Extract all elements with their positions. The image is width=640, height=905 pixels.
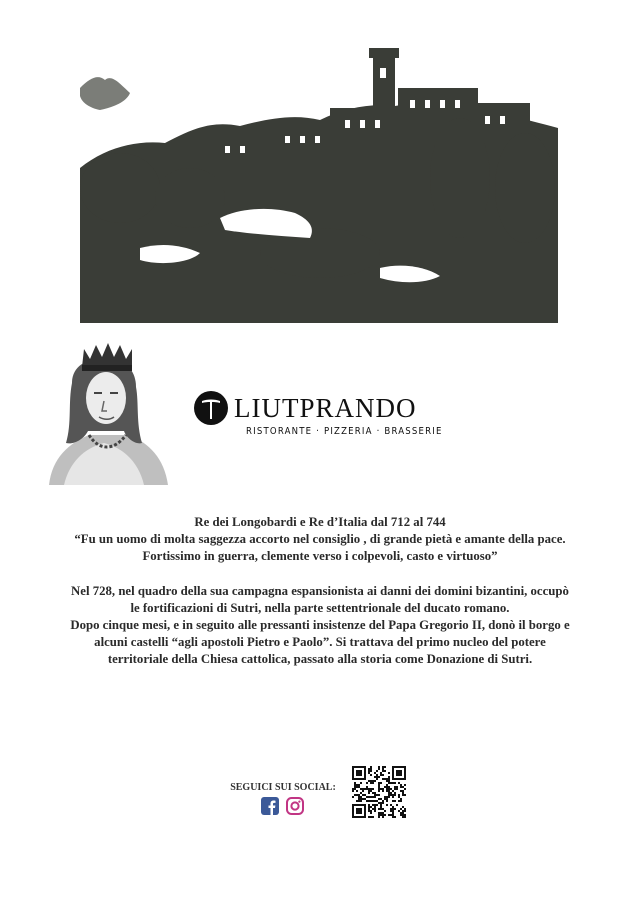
intro-line: Re dei Longobardi e Re d’Italia dal 712 al 744 [194,515,446,529]
history-line: alcuni castelli “agli apostoli Pietro e Paolo”. Si trattava del primo nucleo del potere [94,635,546,649]
brand-name: LIUTPRANDO [234,393,417,423]
facebook-icon[interactable] [261,797,279,815]
intro-line: “Fu un uomo di molta saggezza accorto nel consiglio , di grande pietà e amante della pace. [74,532,566,546]
history-text [30,583,610,668]
brand-logo [194,391,444,439]
social-label: SEGUICI SUI SOCIAL: [230,782,336,793]
instagram-icon[interactable] [286,797,304,815]
history-line: Nel 728, nel quadro della sua campagna espansionista ai danni dei domini bizantini, occupò [71,584,569,598]
qr-code [352,766,406,818]
intro-text [30,514,610,565]
village-illustration [80,48,558,323]
intro-line: Fortissimo in guerra, clemente verso i colpevoli, casto e virtuoso” [142,549,498,563]
history-line: territoriale della Chiesa cattolica, passato alla storia come Donazione di Sutri. [107,652,533,666]
history-line: Dopo cinque mesi, e in seguito alle pressanti insistenze del Papa Gregorio II, donò il borgo e [70,618,570,632]
brand-mark-icon [194,391,228,425]
history-line: le fortificazioni di Sutri, nella parte settentrionale del ducato romano. [130,601,510,615]
king-portrait [44,343,172,485]
brand-tagline: RISTORANTE · PIZZERIA · BRASSERIE [246,426,443,437]
